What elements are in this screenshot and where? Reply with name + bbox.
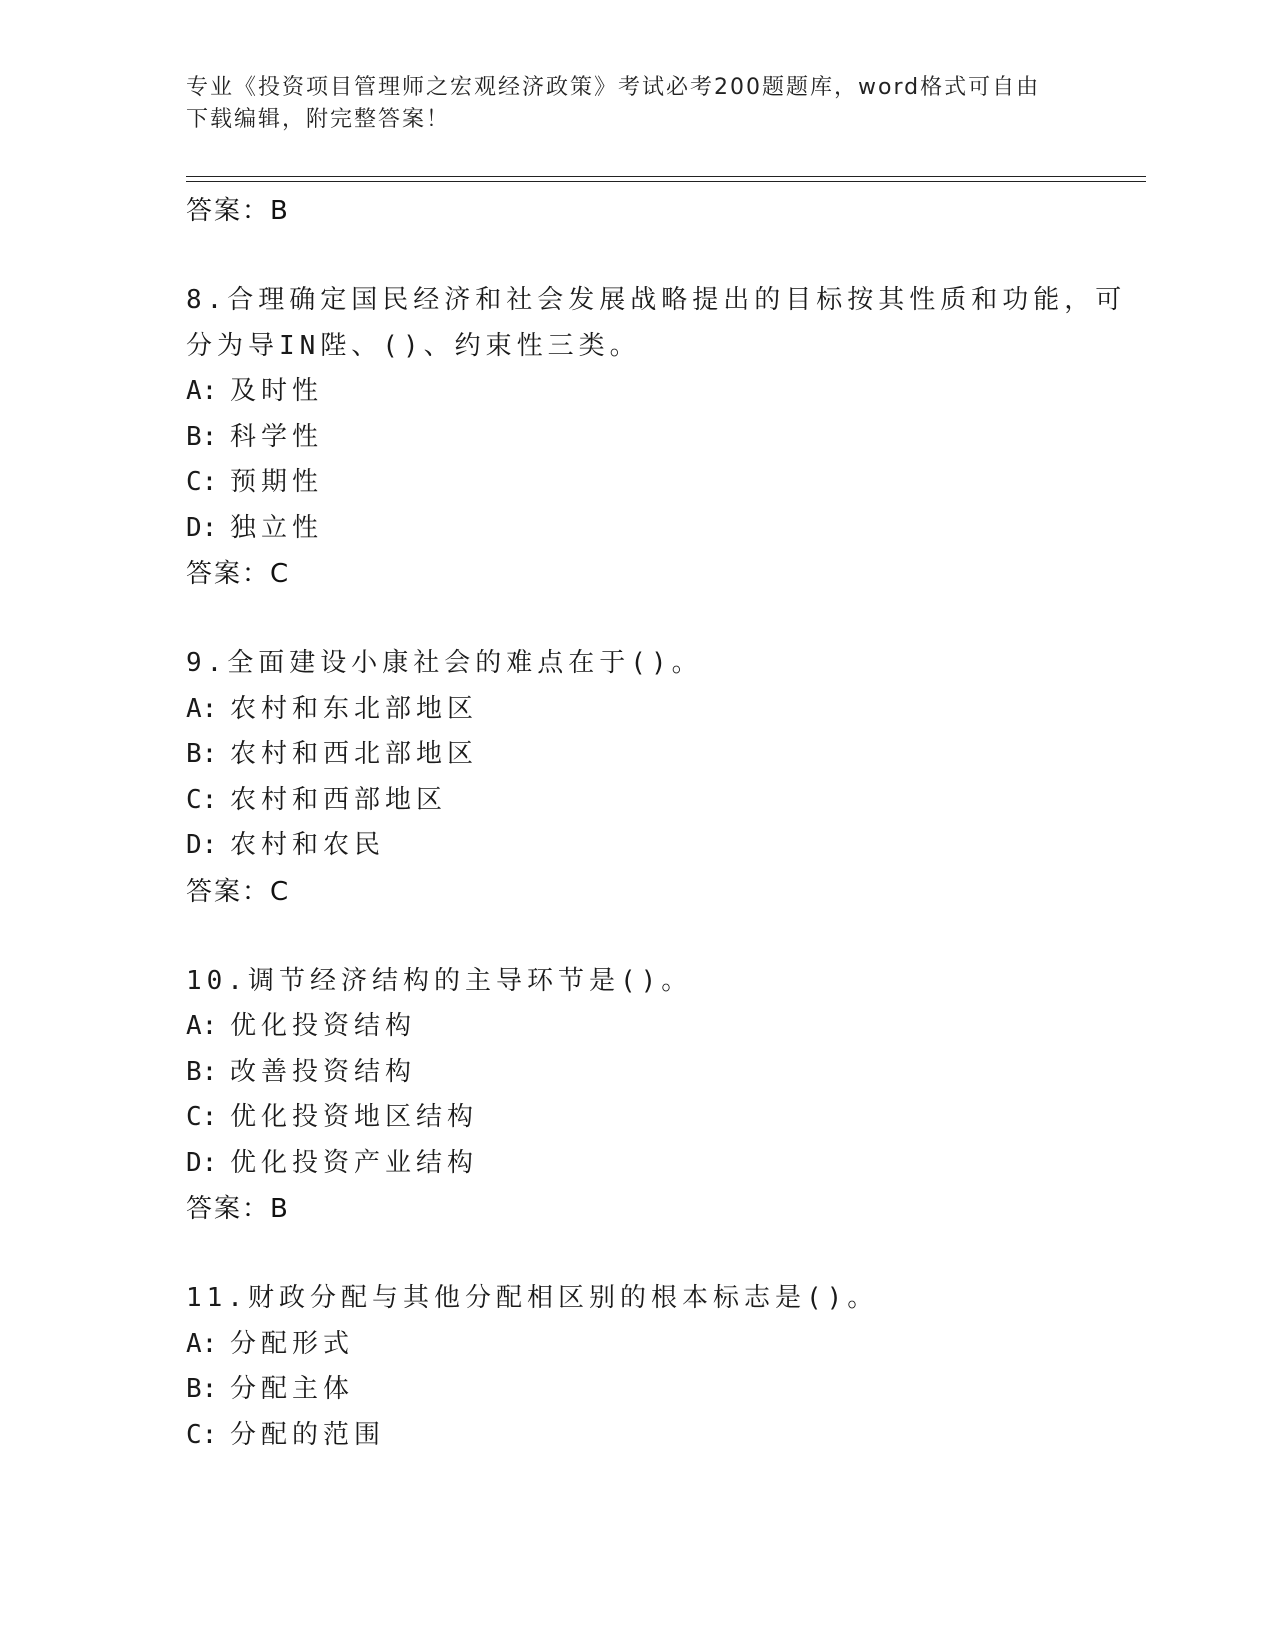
option-text: 改善投资结构 bbox=[230, 1056, 417, 1087]
option-text: 预期性 bbox=[230, 467, 324, 497]
option-text: 农村和西北部地区 bbox=[230, 739, 479, 769]
question-text: 分为导IN陛、()、约束性三类。 bbox=[186, 330, 641, 361]
option-text: 科学性 bbox=[230, 421, 324, 452]
option-item bbox=[186, 1050, 1086, 1096]
option-item bbox=[186, 1413, 1086, 1459]
option-text: 独立性 bbox=[230, 512, 324, 543]
question-spacer bbox=[186, 597, 1086, 641]
option-item bbox=[186, 778, 1086, 824]
header-line-1: 专业《投资项目管理师之宏观经济政策》考试必考200题题库，word格式可自由 bbox=[186, 75, 1041, 100]
option-text: 分配的范围 bbox=[230, 1419, 386, 1450]
option-key: A: bbox=[186, 1011, 218, 1041]
option-item bbox=[186, 823, 1086, 869]
question-block bbox=[186, 278, 1127, 597]
option-item bbox=[186, 369, 1086, 415]
option-key: C: bbox=[186, 784, 218, 815]
header-rule-top bbox=[186, 176, 1146, 177]
answer-line bbox=[186, 188, 1086, 234]
option-item bbox=[186, 1367, 1086, 1413]
question-text: 11.财政分配与其他分配相区别的根本标志是()。 bbox=[186, 1283, 879, 1313]
option-key: B: bbox=[186, 1374, 218, 1404]
answer-label: 答案： bbox=[186, 876, 271, 907]
option-key: C: bbox=[186, 1102, 218, 1132]
option-text: 分配主体 bbox=[230, 1374, 355, 1404]
question-block bbox=[186, 641, 1086, 915]
answer-line bbox=[186, 551, 1086, 597]
question-spacer bbox=[186, 1232, 1086, 1276]
answer-line bbox=[186, 1186, 1086, 1232]
header-rule-bottom bbox=[186, 181, 1146, 182]
question-block bbox=[186, 959, 1086, 1233]
answer-value: B bbox=[270, 1194, 289, 1224]
option-item bbox=[186, 1095, 1086, 1141]
answer-value: C bbox=[270, 559, 290, 589]
question-spacer bbox=[186, 234, 1086, 278]
option-text: 优化投资结构 bbox=[230, 1011, 417, 1041]
question-text: 8.合理确定国民经济和社会发展战略提出的目标按其性质和功能，可 bbox=[186, 285, 1127, 315]
option-item bbox=[186, 1141, 1086, 1187]
answer-label: 答案： bbox=[186, 1194, 271, 1224]
option-key: D: bbox=[186, 512, 218, 543]
question-block bbox=[186, 1276, 1086, 1458]
question-list bbox=[186, 188, 1127, 1458]
answer-value: B bbox=[270, 196, 289, 226]
option-item bbox=[186, 460, 1086, 506]
question-spacer bbox=[186, 915, 1086, 959]
option-item bbox=[186, 687, 1086, 733]
option-key: B: bbox=[186, 739, 218, 769]
answer-label: 答案： bbox=[186, 196, 271, 226]
option-item bbox=[186, 1004, 1086, 1050]
option-item bbox=[186, 415, 1086, 461]
answer-value: C bbox=[270, 876, 290, 907]
option-text: 优化投资地区结构 bbox=[230, 1102, 479, 1132]
option-key: D: bbox=[186, 830, 218, 860]
question-text: 10.调节经济结构的主导环节是()。 bbox=[186, 965, 693, 996]
option-text: 农村和农民 bbox=[230, 830, 386, 860]
option-key: D: bbox=[186, 1147, 218, 1178]
option-text: 及时性 bbox=[230, 376, 324, 406]
option-key: A: bbox=[186, 1328, 218, 1359]
option-text: 农村和西部地区 bbox=[230, 784, 448, 815]
option-key: A: bbox=[186, 693, 218, 724]
answer-label: 答案： bbox=[186, 559, 271, 589]
document-header bbox=[186, 72, 1066, 136]
option-item bbox=[186, 506, 1086, 552]
header-line-2: 下载编辑，附完整答案！ bbox=[186, 107, 451, 132]
option-item bbox=[186, 732, 1086, 778]
option-text: 优化投资产业结构 bbox=[230, 1147, 479, 1178]
question-text: 9.全面建设小康社会的难点在于()。 bbox=[186, 648, 703, 678]
option-item bbox=[186, 1322, 1086, 1368]
option-key: B: bbox=[186, 421, 218, 452]
option-text: 分配形式 bbox=[230, 1328, 355, 1359]
answer-line bbox=[186, 869, 1086, 915]
option-key: C: bbox=[186, 467, 218, 497]
option-key: B: bbox=[186, 1056, 218, 1087]
option-key: A: bbox=[186, 376, 218, 406]
option-text: 农村和东北部地区 bbox=[230, 693, 479, 724]
option-key: C: bbox=[186, 1419, 218, 1450]
